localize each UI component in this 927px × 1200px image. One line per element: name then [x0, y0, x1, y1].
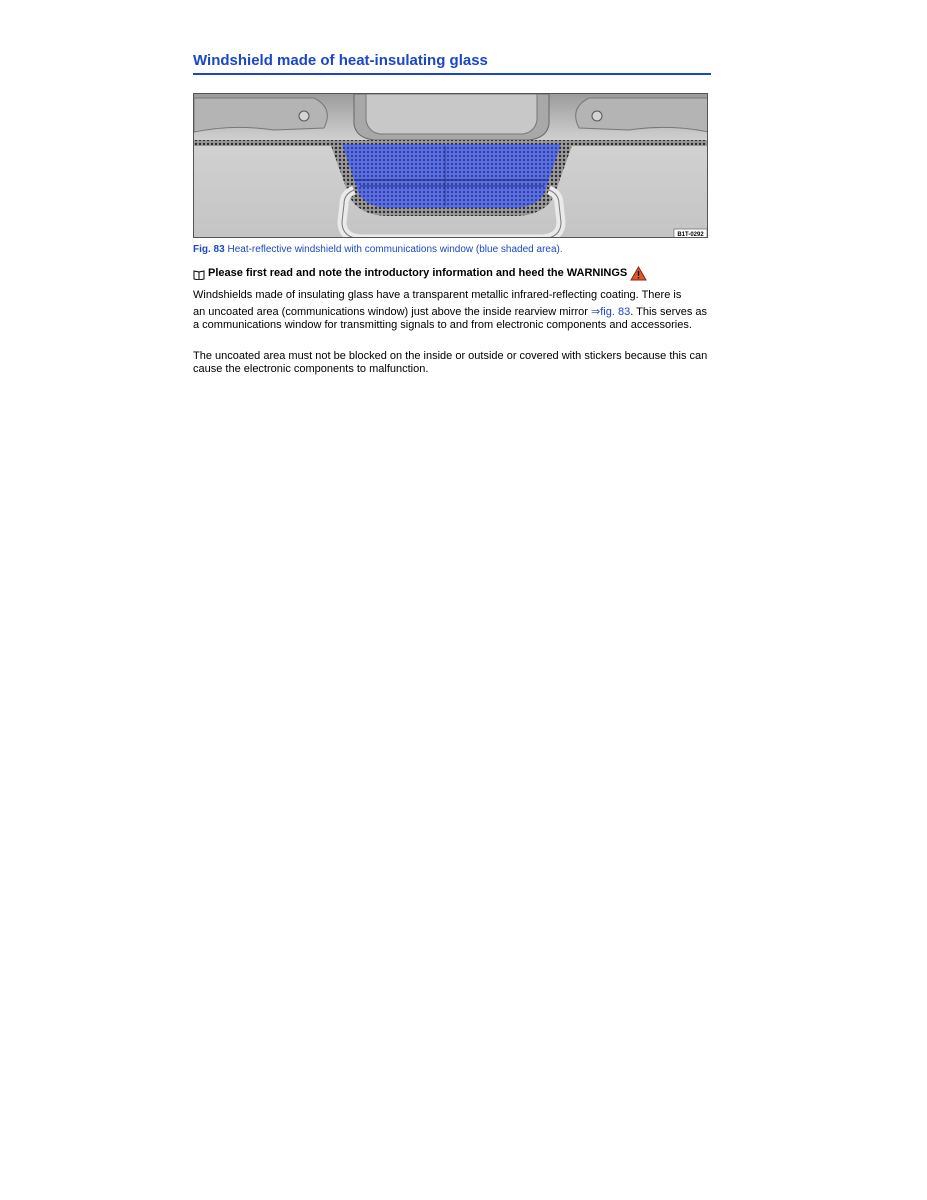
paragraph-coating-line1: Windshields made of insulating glass have a transparent metallic infrared-reflecting coating. There is	[193, 289, 682, 301]
paragraph-uncoated-area: The uncoated area must not be blocked on the inside or outside or covered with stickers because this can cause the electronic components to malfunction.	[193, 350, 708, 375]
figure-caption	[193, 244, 563, 256]
book-icon	[193, 268, 205, 278]
figure-number: Fig. 83	[193, 244, 225, 255]
paragraph-coating-rest	[193, 306, 708, 332]
paragraph-coating-tail: . This serves as a communications window for transmitting signals to and from electronic components and accessories.	[193, 306, 708, 331]
warning-triangle-icon[interactable]	[630, 266, 647, 281]
arrow-icon: ⇒	[591, 306, 601, 318]
fig-83-link[interactable]	[591, 306, 630, 318]
section-title: Windshield made of heat-insulating glass	[193, 52, 711, 75]
intro-note-text: Please first read and note the introductory information and heed the WARNINGS	[208, 267, 628, 279]
windshield-illustration	[194, 94, 708, 238]
paragraph-coating-text: an uncoated area (communications window) just above the inside rearview mirror	[193, 306, 592, 318]
fig-83-link-text: fig. 83	[600, 306, 631, 318]
figure-caption-text: Heat-reflective windshield with communications window (blue shaded area).	[227, 244, 563, 255]
intro-note	[193, 264, 647, 282]
paragraph-coating	[193, 289, 708, 332]
figure-code: B1T-0292	[677, 232, 704, 238]
windshield-figure	[193, 93, 708, 238]
